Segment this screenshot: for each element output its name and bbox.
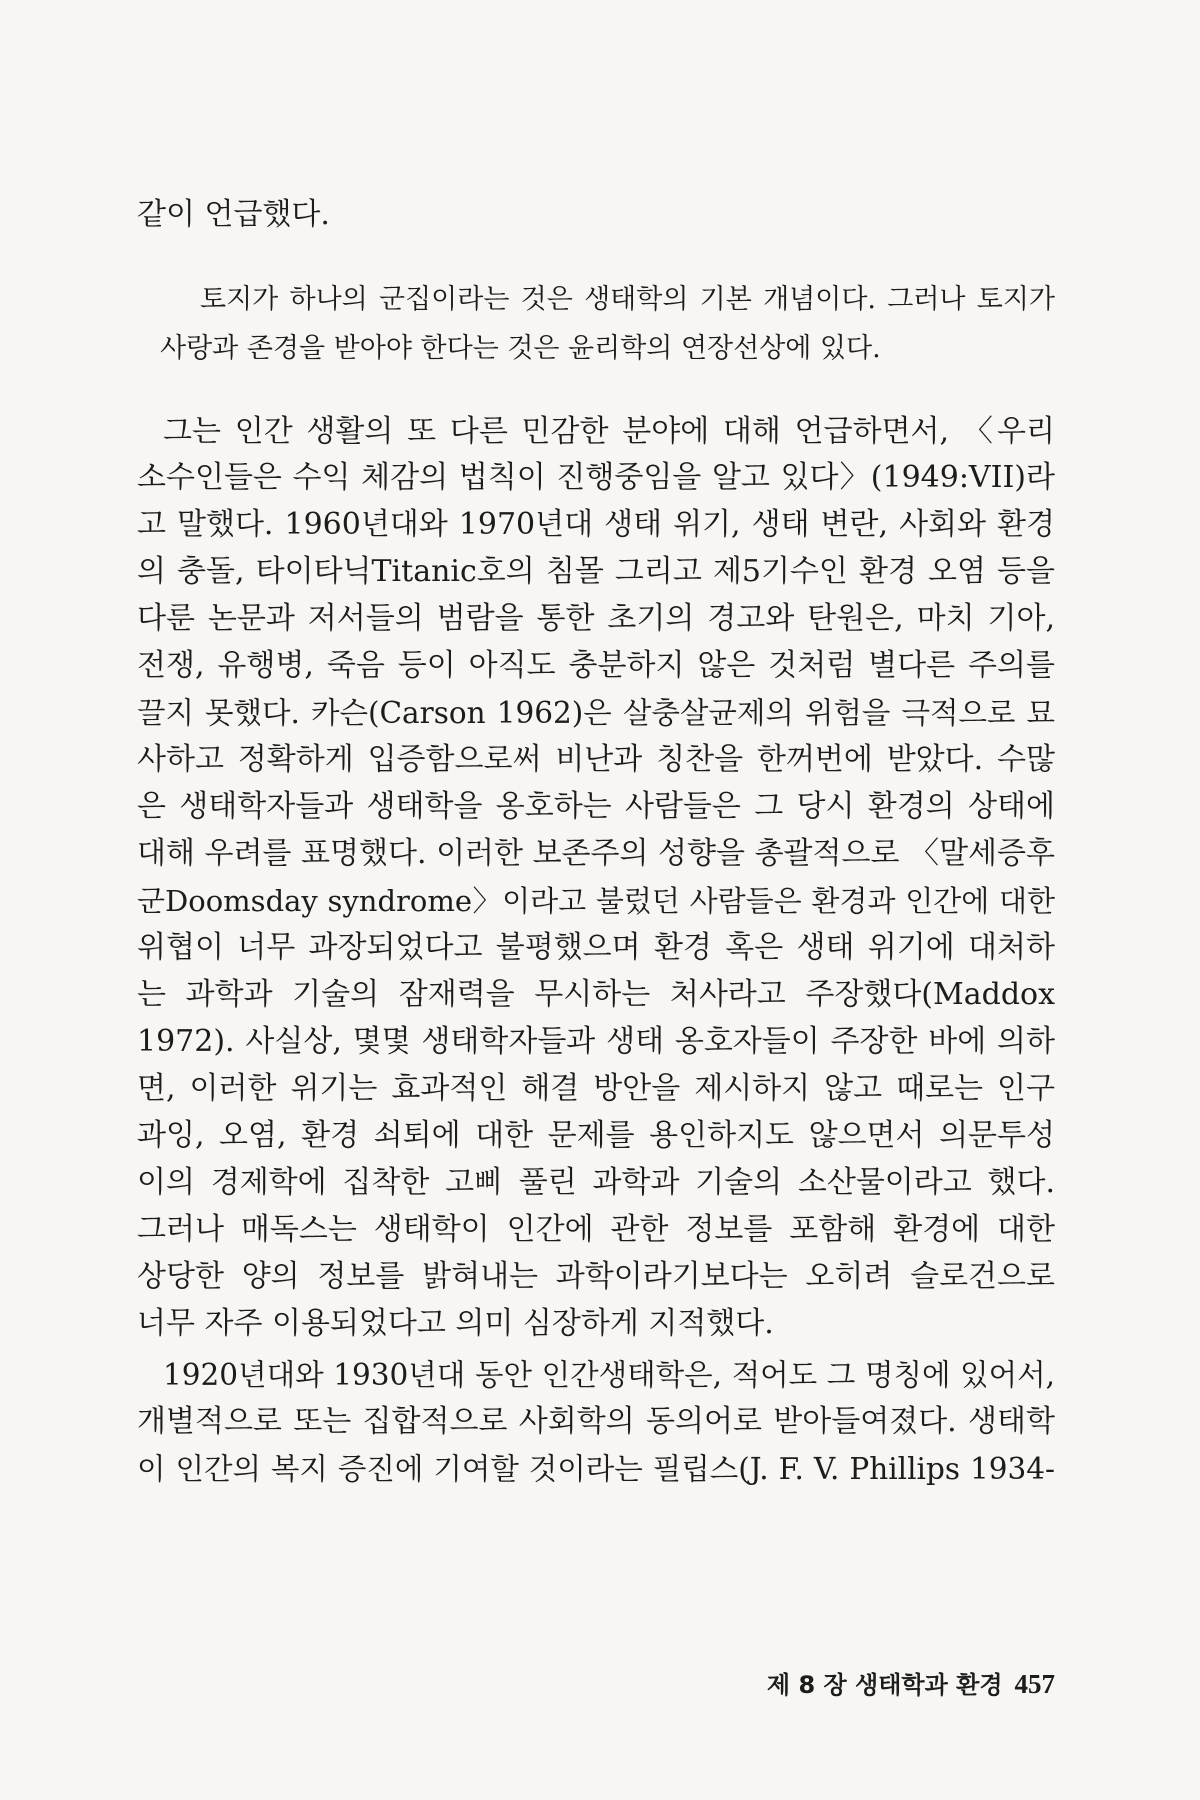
text-line: 의 충돌, 타이타닉Titanic호의 침몰 그리고 제5기수인 환경 오염 등을 [137, 554, 1055, 589]
chapter-title: 제 8 장 생태학과 환경 [766, 1671, 1003, 1699]
text-line: 면, 이러한 위기는 효과적인 해결 방안을 제시하지 않고 때로는 인구 [137, 1071, 1055, 1106]
text-line: 이 인간의 복지 증진에 기여할 것이라는 필립스(J. F. V. Phillips 1934- [137, 1452, 1055, 1486]
text-line: 고 말했다. 1960년대와 1970년대 생태 위기, 생태 변란, 사회와 환경 [137, 507, 1055, 542]
quote-line: 사랑과 존경을 받아야 한다는 것은 윤리학의 연장선상에 있다. [160, 333, 881, 364]
text-line: 소수인들은 수익 체감의 법칙이 진행중임을 알고 있다〉(1949:VII)라 [137, 460, 1055, 495]
text-line: 끌지 못했다. 카슨(Carson 1962)은 살충살균제의 위험을 극적으로 묘 [137, 696, 1055, 730]
text-line: 전쟁, 유행병, 죽음 등이 아직도 충분하지 않은 것처럼 별다른 주의를 [137, 648, 1055, 683]
text-line: 1920년대와 1930년대 동안 인간생태학은, 적어도 그 명칭에 있어서, [163, 1358, 1055, 1392]
text-line: 과잉, 오염, 환경 쇠퇴에 대한 문제를 용인하지도 않으면서 의문투성 [137, 1118, 1055, 1153]
text-line: 그러나 매독스는 생태학이 인간에 관한 정보를 포함해 환경에 대한 [137, 1212, 1055, 1247]
lead-line: 같이 언급했다. [137, 197, 330, 232]
text-line: 이의 경제학에 집착한 고삐 풀린 과학과 기술의 소산물이라고 했다. [137, 1165, 1055, 1200]
text-line: 은 생태학자들과 생태학을 옹호하는 사람들은 그 당시 환경의 상태에 [137, 789, 1055, 824]
text-line: 다룬 논문과 저서들의 범람을 통한 초기의 경고와 탄원은, 마치 기아, [137, 601, 1055, 636]
quote-line: 토지가 하나의 군집이라는 것은 생태학의 기본 개념이다. 그러나 토지가 [200, 284, 1055, 315]
text-line: 위협이 너무 과장되었다고 불평했으며 환경 혹은 생태 위기에 대처하 [137, 930, 1055, 965]
text-line: 대해 우려를 표명했다. 이러한 보존주의 성향을 총괄적으로 〈말세증후 [137, 836, 1055, 871]
text-line: 너무 자주 이용되었다고 의미 심장하게 지적했다. [137, 1306, 774, 1341]
text-line: 1972). 사실상, 몇몇 생태학자들과 생태 옹호자들이 주장한 바에 의하 [137, 1024, 1055, 1059]
text-line: 개별적으로 또는 집합적으로 사회학의 동의어로 받아들여졌다. 생태학 [137, 1404, 1055, 1439]
page-number: 457 [1014, 1669, 1055, 1699]
text-line: 상당한 양의 정보를 밝혀내는 과학이라기보다는 오히려 슬로건으로 [137, 1259, 1055, 1294]
text-line: 군Doomsday syndrome〉이라고 불렀던 사람들은 환경과 인간에 대한 [137, 884, 1055, 918]
text-line: 그는 인간 생활의 또 다른 민감한 분야에 대해 언급하면서, 〈우리 [163, 414, 1055, 449]
text-line: 는 과학과 기술의 잠재력을 무시하는 처사라고 주장했다(Maddox [137, 977, 1055, 1012]
running-footer [767, 1668, 1055, 1701]
text-line: 사하고 정확하게 입증함으로써 비난과 칭찬을 한꺼번에 받았다. 수많 [137, 742, 1055, 777]
